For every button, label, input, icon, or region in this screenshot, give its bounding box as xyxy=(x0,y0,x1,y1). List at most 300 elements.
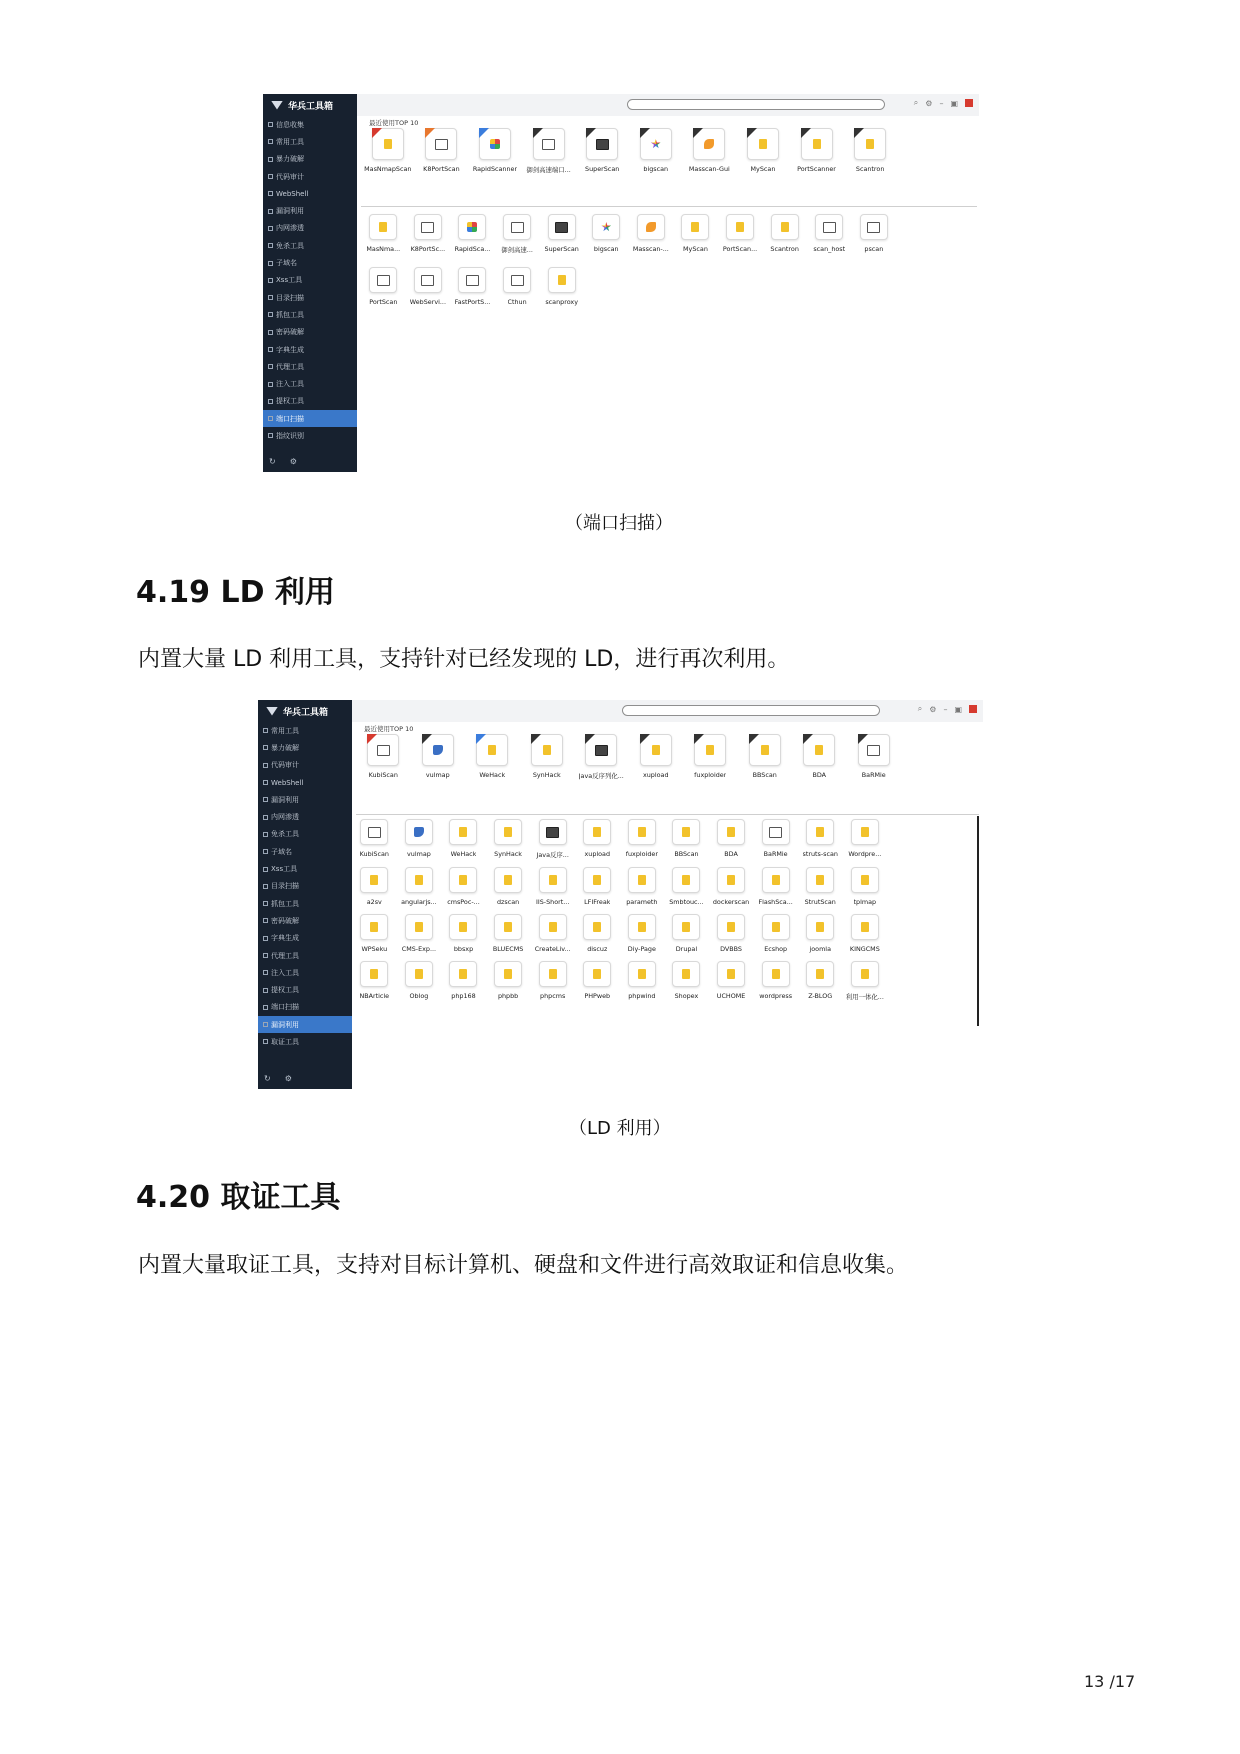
menu-icon xyxy=(263,988,268,993)
title-bar xyxy=(352,700,983,722)
folder-icon xyxy=(813,139,821,149)
refresh-icon[interactable]: ↻ xyxy=(264,1074,271,1083)
scrollbar[interactable] xyxy=(977,816,979,1026)
menu-icon xyxy=(268,226,273,231)
tool-tile[interactable] xyxy=(575,867,620,906)
tool-tile[interactable] xyxy=(843,961,888,1001)
sidebar-item[interactable] xyxy=(263,341,357,358)
sidebar-item[interactable] xyxy=(258,1016,352,1033)
folder-icon xyxy=(370,875,378,885)
tool-tile[interactable] xyxy=(683,734,738,780)
tool-tile[interactable] xyxy=(352,867,397,906)
gear-icon[interactable]: ⚙ xyxy=(925,98,933,108)
menu-icon xyxy=(263,970,268,975)
tool-tile[interactable] xyxy=(486,819,531,859)
term-icon xyxy=(595,745,608,756)
folder-icon xyxy=(861,875,869,885)
sidebar-item[interactable] xyxy=(258,843,352,860)
sidebar-item-label: 常用工具 xyxy=(271,726,299,735)
section-heading-forensics: 4.20 取证工具 xyxy=(136,1180,341,1215)
tool-tile[interactable] xyxy=(361,267,406,306)
window-controls xyxy=(918,704,977,714)
tool-tile[interactable] xyxy=(798,819,843,859)
close-icon[interactable] xyxy=(969,705,977,713)
tool-tile[interactable] xyxy=(397,867,442,906)
folder-icon xyxy=(558,275,566,285)
sidebar-item-label: 端口扫描 xyxy=(271,1003,299,1012)
tool-label: Diy-Page xyxy=(627,945,656,953)
tool-tile[interactable] xyxy=(575,128,629,174)
tool-label: Scantron xyxy=(770,245,799,253)
folder-icon xyxy=(549,969,557,979)
win-icon xyxy=(769,827,782,838)
tool-label: Smbtouc... xyxy=(669,898,704,906)
sidebar-item[interactable] xyxy=(258,981,352,998)
multi-icon xyxy=(467,222,477,232)
tool-tile[interactable] xyxy=(415,128,469,174)
tool-icon-box xyxy=(717,961,745,987)
tool-tile[interactable] xyxy=(486,914,531,953)
tool-tile[interactable] xyxy=(468,128,522,174)
tool-icon-box xyxy=(449,819,477,845)
sidebar-item[interactable] xyxy=(263,168,357,185)
tool-tile[interactable] xyxy=(406,267,451,306)
tool-tile[interactable] xyxy=(664,867,709,906)
sidebar-item[interactable] xyxy=(258,912,352,929)
tool-tile[interactable] xyxy=(753,961,798,1001)
folder-icon xyxy=(638,969,646,979)
recent-title: 最近使用TOP 10 xyxy=(364,725,414,733)
star-icon xyxy=(651,139,661,149)
tool-label: PHPweb xyxy=(584,992,611,1000)
tool-label: SynHack xyxy=(532,771,561,779)
tool-tile[interactable] xyxy=(450,267,495,306)
menu-icon xyxy=(268,243,273,248)
tool-tile[interactable] xyxy=(790,128,844,174)
maximize-icon[interactable]: ▣ xyxy=(950,98,958,108)
tool-tile[interactable] xyxy=(709,914,754,953)
tool-tile[interactable] xyxy=(629,214,674,254)
search-icon[interactable]: ⌕ xyxy=(913,98,919,107)
win-icon xyxy=(511,275,524,286)
ld-exploit-screenshot xyxy=(258,700,983,1089)
folder-icon xyxy=(727,827,735,837)
tool-tile[interactable] xyxy=(664,961,709,1001)
tool-label: BDA xyxy=(812,771,827,779)
folder-icon xyxy=(727,875,735,885)
sidebar-item[interactable] xyxy=(263,202,357,219)
tool-tile[interactable] xyxy=(397,914,442,953)
tool-icon-box xyxy=(640,128,672,160)
tool-tile[interactable] xyxy=(441,819,486,859)
tool-tile[interactable] xyxy=(397,819,442,859)
tool-label: Z-BLOG xyxy=(808,992,833,1000)
search-icon[interactable]: ⌕ xyxy=(917,704,923,713)
folder-icon xyxy=(772,969,780,979)
tool-icon-box xyxy=(583,819,611,845)
tool-icon-box xyxy=(425,128,457,160)
tool-label: MasNma... xyxy=(366,245,401,253)
sidebar-item[interactable] xyxy=(258,722,352,739)
recent-tools-grid xyxy=(356,734,901,780)
tool-tile[interactable] xyxy=(629,734,684,780)
tool-tile[interactable] xyxy=(620,914,665,953)
tool-tile[interactable] xyxy=(843,867,888,906)
folder-icon xyxy=(759,139,767,149)
tool-tile[interactable] xyxy=(798,961,843,1001)
tool-icon-box xyxy=(637,214,665,240)
tool-tile[interactable] xyxy=(397,961,442,1001)
folder-icon xyxy=(459,875,467,885)
tool-label: K8PortSc... xyxy=(410,245,446,253)
tool-label: SuperScan xyxy=(585,165,620,173)
tool-tile[interactable] xyxy=(709,819,754,859)
minimize-icon[interactable]: – xyxy=(939,98,944,108)
tool-tile[interactable] xyxy=(441,961,486,1001)
sidebar-item[interactable] xyxy=(263,410,357,427)
menu-icon xyxy=(268,278,273,283)
sidebar-item[interactable] xyxy=(258,791,352,808)
tool-label: FlashSca... xyxy=(758,898,793,906)
sidebar-item[interactable] xyxy=(258,826,352,843)
tool-icon-box xyxy=(762,961,790,987)
sidebar-item[interactable] xyxy=(258,1033,352,1050)
tool-icon-box xyxy=(749,734,781,766)
folder-icon xyxy=(504,827,512,837)
rank-badge-icon xyxy=(479,128,489,138)
recent-title: 最近使用TOP 10 xyxy=(369,119,419,127)
menu-icon xyxy=(268,399,273,404)
rank-badge-icon xyxy=(425,128,435,138)
term-icon xyxy=(546,827,559,838)
sidebar-item-label: 密码破解 xyxy=(276,328,304,337)
tool-tile[interactable] xyxy=(539,267,584,306)
sidebar-item[interactable] xyxy=(258,757,352,774)
tool-icon-box xyxy=(367,734,399,766)
tool-label: joomla xyxy=(809,945,831,953)
folder-icon xyxy=(415,969,423,979)
tool-icon-box xyxy=(360,961,388,987)
tool-icon-box xyxy=(583,914,611,940)
tool-icon-box xyxy=(694,734,726,766)
tool-tile[interactable] xyxy=(522,128,576,174)
tool-label: Drupal xyxy=(675,945,698,953)
recent-tools-grid xyxy=(361,128,897,174)
folder-icon xyxy=(772,922,780,932)
tool-icon-box xyxy=(851,961,879,987)
sidebar-item-label: 代理工具 xyxy=(271,951,299,960)
tool-tile[interactable] xyxy=(753,914,798,953)
sidebar-item-label: 取证工具 xyxy=(271,1037,299,1046)
sidebar-item[interactable] xyxy=(263,151,357,168)
tool-tile[interactable] xyxy=(352,961,397,1001)
menu-icon xyxy=(263,728,268,733)
sidebar-item-label: 提权工具 xyxy=(276,397,304,406)
sidebar-item[interactable] xyxy=(263,272,357,289)
win-icon xyxy=(377,745,390,756)
tool-tile[interactable] xyxy=(620,961,665,1001)
tool-tile[interactable] xyxy=(736,128,790,174)
sidebar-item[interactable] xyxy=(258,808,352,825)
tool-tile[interactable] xyxy=(807,214,852,254)
tool-icon-box xyxy=(640,734,672,766)
tool-label: RapidScanner xyxy=(472,165,518,173)
folder-icon xyxy=(652,745,660,755)
tool-icon-box xyxy=(762,867,790,893)
tool-tile[interactable] xyxy=(352,819,397,859)
sidebar-item[interactable] xyxy=(258,774,352,791)
sidebar-item-label: 漏洞利用 xyxy=(271,1020,299,1029)
tool-icon-box xyxy=(583,867,611,893)
tool-tile[interactable] xyxy=(530,867,575,906)
tool-icon-box xyxy=(405,914,433,940)
tool-tile[interactable] xyxy=(584,214,629,254)
folder-icon xyxy=(691,222,699,232)
sidebar-item[interactable] xyxy=(263,133,357,150)
sidebar-item[interactable] xyxy=(258,860,352,877)
menu-icon xyxy=(263,1022,268,1027)
tool-tile[interactable] xyxy=(441,914,486,953)
tool-tile[interactable] xyxy=(495,214,540,254)
tool-tile[interactable] xyxy=(530,914,575,953)
rank-badge-icon xyxy=(801,128,811,138)
rank-badge-icon xyxy=(749,734,759,744)
minimize-icon[interactable]: – xyxy=(943,704,948,714)
tool-tile[interactable] xyxy=(575,914,620,953)
tool-tile[interactable] xyxy=(843,819,888,859)
menu-icon xyxy=(263,780,268,785)
menu-icon xyxy=(268,364,273,369)
tool-tile[interactable] xyxy=(738,734,793,780)
sidebar-item[interactable] xyxy=(258,947,352,964)
tool-tile[interactable] xyxy=(539,214,584,254)
sidebar-item-label: 免杀工具 xyxy=(276,241,304,250)
tool-tile[interactable] xyxy=(753,819,798,859)
app-logo xyxy=(258,700,352,722)
tool-tile[interactable] xyxy=(843,128,897,174)
tool-tile[interactable] xyxy=(450,214,495,254)
tool-icon-box xyxy=(806,961,834,987)
tool-tile[interactable] xyxy=(798,914,843,953)
tool-icon-box xyxy=(806,914,834,940)
tool-label: WPSeku xyxy=(361,945,388,953)
tool-tile[interactable] xyxy=(575,961,620,1001)
sidebar-item[interactable] xyxy=(258,964,352,981)
sidebar xyxy=(258,700,352,1089)
sidebar-item[interactable] xyxy=(258,878,352,895)
tool-tile[interactable] xyxy=(843,914,888,953)
win-icon xyxy=(377,275,390,286)
tool-label: xupload xyxy=(584,850,611,858)
tool-icon-box xyxy=(858,734,890,766)
menu-icon xyxy=(263,953,268,958)
tool-tile[interactable] xyxy=(361,128,415,174)
tool-label: BBScan xyxy=(752,771,777,779)
tool-tile[interactable] xyxy=(753,867,798,906)
sidebar-item-label: 注入工具 xyxy=(271,968,299,977)
tool-tile[interactable] xyxy=(792,734,847,780)
tool-icon-box xyxy=(494,819,522,845)
folder-icon xyxy=(549,922,557,932)
tool-tile[interactable] xyxy=(664,819,709,859)
tool-icon-box xyxy=(449,867,477,893)
divider xyxy=(361,206,977,207)
sidebar-item-label: 提权工具 xyxy=(271,986,299,995)
folder-icon xyxy=(816,969,824,979)
tool-icon-box xyxy=(628,867,656,893)
menu-icon xyxy=(263,1039,268,1044)
tool-tile[interactable] xyxy=(520,734,575,780)
tool-tile[interactable] xyxy=(530,819,575,859)
tool-tile[interactable] xyxy=(673,214,718,254)
tool-label: fuxploider xyxy=(694,771,727,779)
sidebar-item-label: Xss工具 xyxy=(271,865,298,874)
folder-icon xyxy=(772,875,780,885)
tool-label: Scantron xyxy=(855,165,885,173)
tool-label: Java反序... xyxy=(536,851,569,859)
sidebar-item[interactable] xyxy=(263,289,357,306)
tool-tile[interactable] xyxy=(718,214,763,254)
sidebar-item[interactable] xyxy=(258,895,352,912)
menu-icon xyxy=(263,918,268,923)
search-input[interactable] xyxy=(622,705,880,716)
menu-icon xyxy=(263,901,268,906)
menu-icon xyxy=(263,832,268,837)
tool-icon-box xyxy=(726,214,754,240)
tool-icon-box xyxy=(405,961,433,987)
gear-icon[interactable]: ⚙ xyxy=(929,704,937,714)
folder-icon xyxy=(370,969,378,979)
refresh-icon[interactable]: ↻ xyxy=(269,457,276,466)
sidebar-item[interactable] xyxy=(263,237,357,254)
tool-icon-box xyxy=(806,819,834,845)
rank-badge-icon xyxy=(372,128,382,138)
tool-tile[interactable] xyxy=(620,819,665,859)
tool-tile[interactable] xyxy=(762,214,807,254)
tool-label: Wordpre... xyxy=(848,850,882,858)
tool-tile[interactable] xyxy=(486,867,531,906)
tool-tile[interactable] xyxy=(465,734,520,780)
tool-label: PortScanner xyxy=(797,165,836,173)
rank-badge-icon xyxy=(533,128,543,138)
tool-tile[interactable] xyxy=(664,914,709,953)
sidebar-item[interactable] xyxy=(258,930,352,947)
sidebar-item[interactable] xyxy=(263,427,357,444)
settings-icon[interactable]: ⚙ xyxy=(284,1074,292,1083)
close-icon[interactable] xyxy=(965,99,973,107)
tool-icon-box xyxy=(815,214,843,240)
tool-tile[interactable] xyxy=(352,914,397,953)
sidebar-nav xyxy=(258,722,352,1051)
sidebar-item-label: 端口扫描 xyxy=(276,414,304,423)
tool-tile[interactable] xyxy=(441,867,486,906)
sidebar-item[interactable] xyxy=(263,306,357,323)
tool-tile[interactable] xyxy=(486,961,531,1001)
folder-icon xyxy=(459,922,467,932)
tool-tile[interactable] xyxy=(530,961,575,1001)
divider xyxy=(356,814,979,815)
tool-label: Java反序列化... xyxy=(578,772,624,780)
sidebar-item[interactable] xyxy=(263,254,357,271)
tool-label: 御剑高速... xyxy=(501,246,533,254)
sidebar-item[interactable] xyxy=(263,220,357,237)
tool-icon-box xyxy=(628,961,656,987)
tool-tile[interactable] xyxy=(495,267,540,306)
settings-icon[interactable]: ⚙ xyxy=(289,457,297,466)
tool-tile[interactable] xyxy=(709,961,754,1001)
sidebar-item[interactable] xyxy=(258,999,352,1016)
sidebar-item[interactable] xyxy=(263,324,357,341)
sidebar-item[interactable] xyxy=(263,185,357,202)
sidebar-item-label: 漏洞利用 xyxy=(271,795,299,804)
tool-tile[interactable] xyxy=(411,734,466,780)
tool-tile[interactable] xyxy=(852,214,897,254)
tool-tile[interactable] xyxy=(406,214,451,254)
tool-tile[interactable] xyxy=(847,734,902,780)
tool-tile[interactable] xyxy=(361,214,406,254)
folder-icon xyxy=(682,875,690,885)
folder-icon xyxy=(638,922,646,932)
tool-icon-box xyxy=(717,914,745,940)
tool-tile[interactable] xyxy=(629,128,683,174)
menu-icon xyxy=(268,416,273,421)
sidebar-item[interactable] xyxy=(263,393,357,410)
sidebar-item[interactable] xyxy=(263,116,357,133)
tool-label: BaRMie xyxy=(763,850,788,858)
sidebar-item[interactable] xyxy=(263,358,357,375)
menu-icon xyxy=(268,122,273,127)
tool-label: vulmap xyxy=(406,850,431,858)
menu-icon xyxy=(268,330,273,335)
gear-icon xyxy=(433,745,443,755)
tool-label: a2sv xyxy=(366,898,382,906)
menu-icon xyxy=(268,347,273,352)
sidebar-item[interactable] xyxy=(263,375,357,392)
tool-icon-box xyxy=(372,128,404,160)
tool-tile[interactable] xyxy=(620,867,665,906)
folder-icon xyxy=(379,222,387,232)
menu-icon xyxy=(263,797,268,802)
win-icon xyxy=(823,222,836,233)
tool-tile[interactable] xyxy=(356,734,411,780)
tool-label: CMS-Exp... xyxy=(401,945,437,953)
sidebar-item-label: 内网渗透 xyxy=(271,813,299,822)
search-input[interactable] xyxy=(627,99,885,110)
tool-label: tplmap xyxy=(853,898,877,906)
sidebar-footer xyxy=(264,1074,292,1083)
sidebar-item[interactable] xyxy=(258,739,352,756)
tool-tile[interactable] xyxy=(575,819,620,859)
win-icon xyxy=(466,275,479,286)
tool-tile[interactable] xyxy=(683,128,737,174)
tool-label: Ecshop xyxy=(764,945,788,953)
sidebar-item-label: 免杀工具 xyxy=(271,830,299,839)
maximize-icon[interactable]: ▣ xyxy=(954,704,962,714)
tool-label: CreateLiv... xyxy=(534,945,571,953)
tool-icon-box xyxy=(628,914,656,940)
tool-tile[interactable] xyxy=(574,734,629,780)
tool-label: MyScan xyxy=(750,165,776,173)
tool-tile[interactable] xyxy=(709,867,754,906)
sidebar-item-label: 内网渗透 xyxy=(276,224,304,233)
folder-icon xyxy=(736,222,744,232)
tool-tile[interactable] xyxy=(798,867,843,906)
folder-icon xyxy=(593,922,601,932)
tool-label: phpbb xyxy=(497,992,519,1000)
app-title: 华兵工具箱 xyxy=(288,101,334,112)
folder-icon xyxy=(504,969,512,979)
tool-label: StrutScan xyxy=(804,898,836,906)
